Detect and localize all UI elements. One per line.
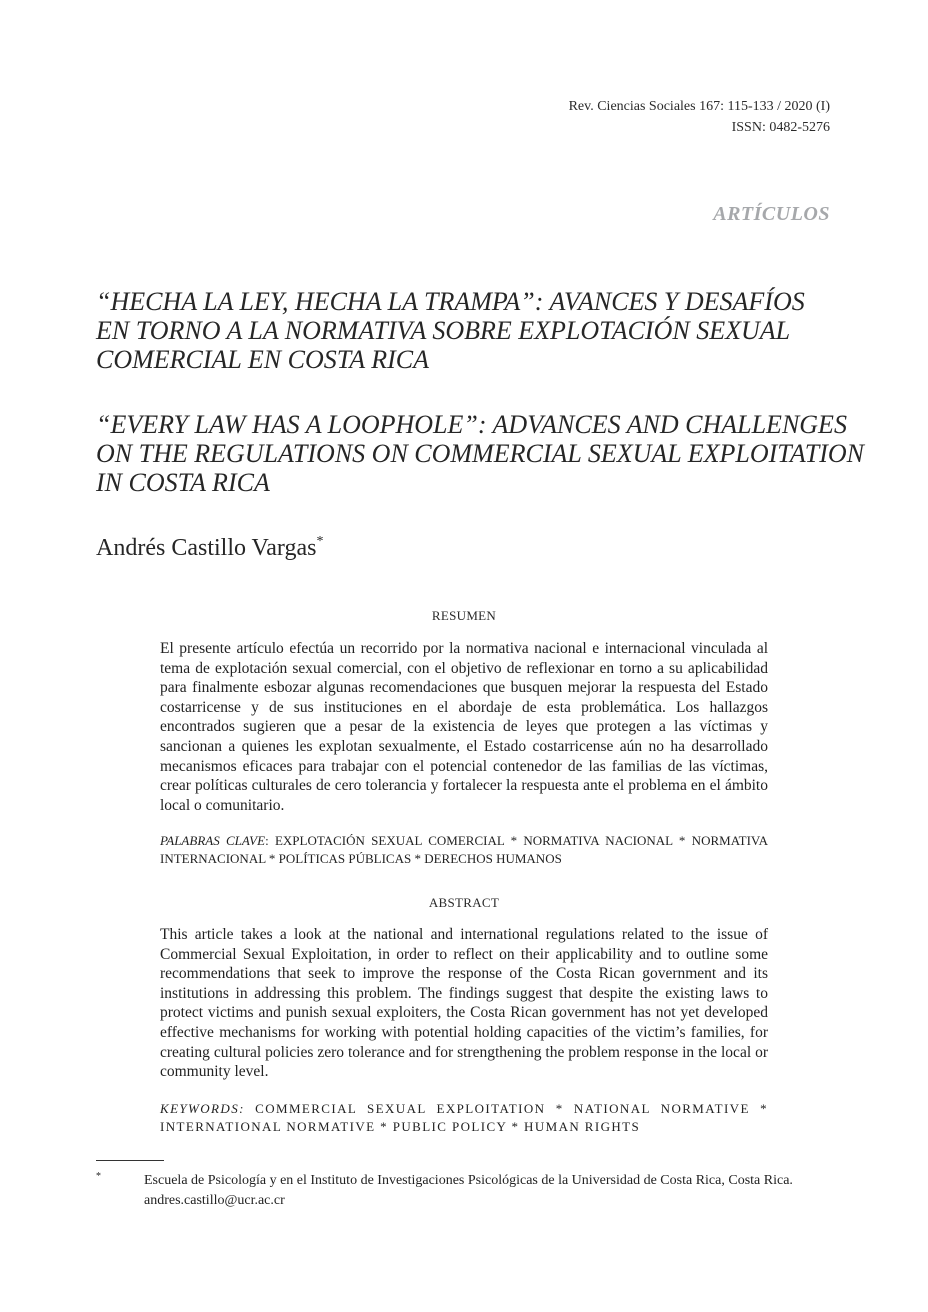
resumen-heading: RESUMEN: [431, 608, 497, 623]
journal-header: [569, 96, 830, 138]
title-spanish-line: COMERCIAL EN COSTA RICA: [96, 345, 429, 374]
title-english-line: “EVERY LAW HAS A LOOPHOLE”: ADVANCES AND CHALLENGES: [96, 410, 847, 439]
footnote-mark: *: [96, 1171, 101, 1182]
abstract-keywords-label: KEYWORDS:: [160, 1101, 245, 1116]
title-spanish-line: EN TORNO A LA NORMATIVA SOBRE EXPLOTACIÓN SEXUAL: [96, 316, 791, 345]
title-spanish: [96, 287, 856, 374]
title-english-line: ON THE REGULATIONS ON COMMERCIAL SEXUAL EXPLOITATION: [96, 439, 864, 468]
title-english-line: IN COSTA RICA: [96, 468, 270, 497]
abstract-keywords-list: COMMERCIAL SEXUAL EXPLOITATION * NATIONAL NORMATIVE * INTERNATIONAL NORMATIVE * PUBLIC POLICY * HUMAN RIGHTS: [160, 1101, 768, 1134]
abstract-keywords: [160, 1100, 768, 1136]
resumen-keywords: [160, 832, 768, 868]
section-label: ARTÍCULOS: [713, 203, 830, 225]
journal-citation: Rev. Ciencias Sociales 167: 115-133 / 2020 (I): [568, 99, 830, 114]
abstract-heading: ABSTRACT: [428, 895, 500, 910]
resumen-text: El presente artículo efectúa un recorrido por la normativa nacional e internacional vinculada al tema de explotación sexual comercial, con el objetivo de reflexionar en torno a su aplicabilidad para finalmente esbozar algunas recomendaciones que busquen mejorar la respuesta del Estado costarricense y de sus instituciones en el abordaje de esta problemática. Los hallazgos encontrados sugieren que a pesar de la existencia de leyes que protegen a las víctimas y sancionan a quienes les explotan sexualmente, el Estado costarricense aún no ha desarrollado mecanismos eficaces para trabajar con el potencial contenedor de las familias de las víctimas, crear políticas culturales de cero tolerancia y fortalecer la respuesta ante el problema en el ámbito local o comunitario.: [160, 640, 768, 814]
author-footnote-mark[interactable]: *: [316, 534, 324, 549]
author: [96, 534, 323, 562]
author-name: Andrés Castillo Vargas: [96, 535, 317, 561]
footnote: [144, 1171, 834, 1211]
resumen-keywords-list: : EXPLOTACIÓN SEXUAL COMERCIAL * NORMATIVA NACIONAL * NORMATIVA INTERNACIONAL * POLÍTICAS PÚBLICAS * DERECHOS HUMANOS: [160, 833, 769, 866]
footnote-email[interactable]: andres.castillo@ucr.ac.cr: [144, 1193, 285, 1208]
abstract-text: This article takes a look at the national and international regulations related to the issue of Commercial Sexual Exploitation, in order to reflect on their applicability and to outline some recommendations that seek to improve the response of the Costa Rican government and its institutions in addressing this problem. The findings suggest that despite the existing laws to protect victims and punish sexual exploiters, the Costa Rican government has not yet developed effective mechanisms for working with potential holding capacities of the victim’s families, for creating cultural policies zero tolerance and for strengthening the problem response in the local or community level.: [160, 926, 768, 1081]
title-spanish-line: “HECHA LA LEY, HECHA LA TRAMPA”: AVANCES Y DESAFÍOS: [96, 287, 805, 316]
resumen-keywords-label: PALABRAS CLAVE: [160, 833, 266, 848]
footnote-affiliation: Escuela de Psicología y en el Instituto de Investigaciones Psicológicas de la Universidad de Costa Rica, Costa Rica.: [144, 1173, 793, 1188]
title-english: [96, 410, 864, 497]
journal-issn: ISSN: 0482-5276: [731, 120, 830, 135]
footnote-divider: [96, 1160, 164, 1161]
